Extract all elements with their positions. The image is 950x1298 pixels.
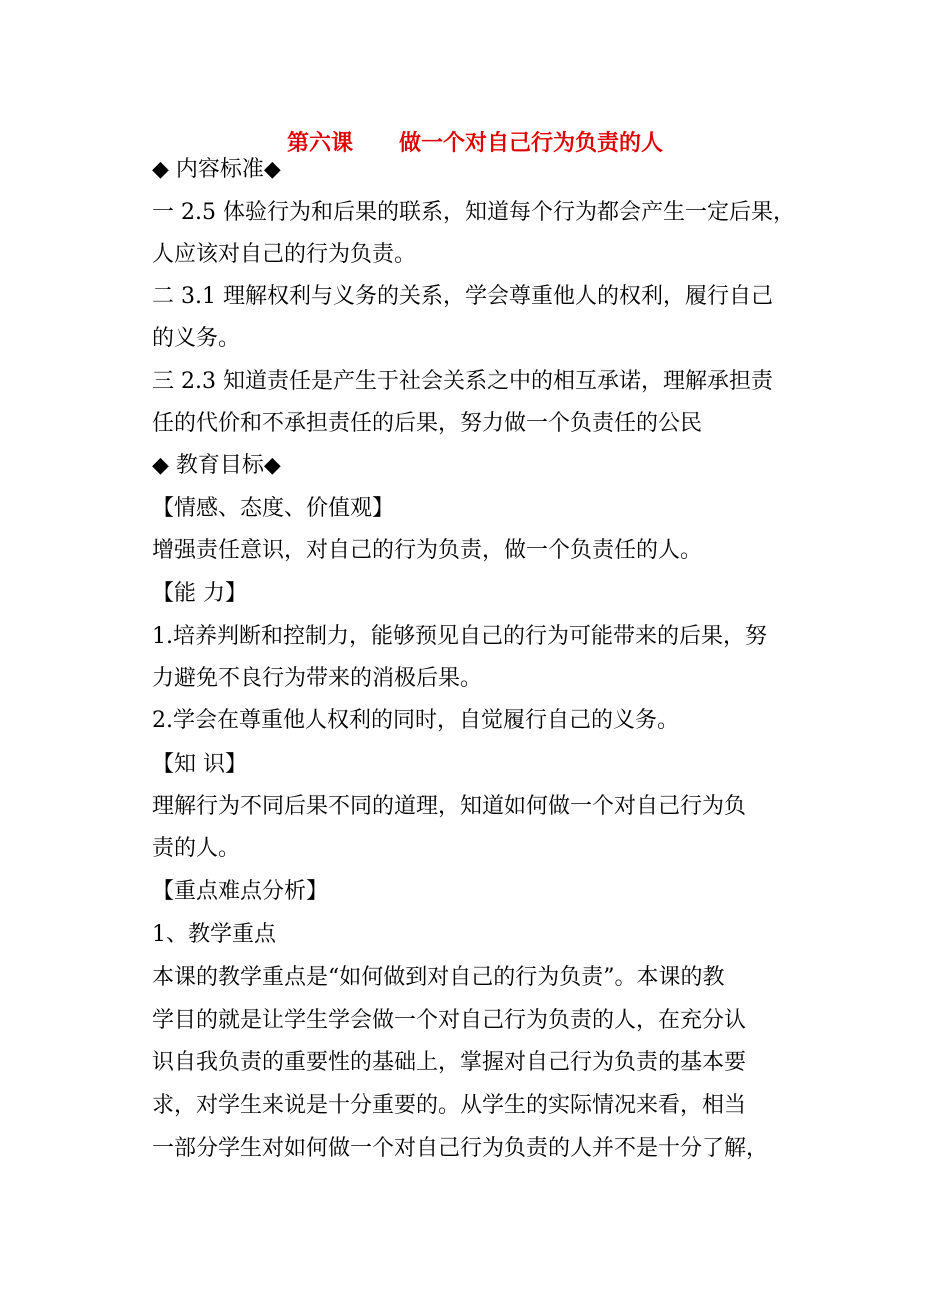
paragraph-line: 责的人。 [152, 836, 241, 861]
paragraph-line: 识自我负责的重要性的基础上，掌握对自己行为负责的基本要 [152, 1050, 747, 1075]
paragraph-line: 二 3.1 理解权利与义务的关系，学会尊重他人的权利，履行自己 [152, 284, 773, 309]
paragraph-line: 三 2.3 知道责任是产生于社会关系之中的相互承诺，理解承担责 [152, 369, 773, 394]
subheading-emotion-attitude-values: 【情感、态度、价值观】 [152, 496, 395, 521]
paragraph-line: 任的代价和不承担责任的后果，努力做一个负责任的公民 [152, 411, 703, 436]
paragraph-line: 一部分学生对如何做一个对自己行为负责的人并不是十分了解， [152, 1136, 769, 1161]
subheading-knowledge: 【知 识】 [152, 752, 247, 777]
paragraph-line: 学目的就是让学生学会做一个对自己行为负责的人，在充分认 [152, 1008, 747, 1033]
paragraph-line: 一 2.5 体验行为和后果的联系，知道每个行为都会产生一定后果， [152, 200, 795, 225]
paragraph-line: 1.培养判断和控制力，能够预见自己的行为可能带来的后果，努 [152, 624, 767, 649]
subheading-ability: 【能 力】 [152, 581, 247, 606]
subheading-teaching-focus: 1、教学重点 [152, 922, 276, 947]
document-title: 第六课 做一个对自己行为负责的人 [287, 130, 663, 156]
paragraph-line: 本课的教学重点是“如何做到对自己的行为负责”。本课的教 [152, 965, 725, 990]
section-heading-education-goals: ◆ 教育目标◆ [152, 453, 281, 478]
paragraph-line: 力避免不良行为带来的消极后果。 [152, 666, 483, 691]
section-heading-content-standard: ◆ 内容标准◆ [152, 157, 281, 182]
paragraph-line: 理解行为不同后果不同的道理，知道如何做一个对自己行为负 [152, 794, 747, 819]
paragraph-line: 求，对学生来说是十分重要的。从学生的实际情况来看，相当 [152, 1093, 747, 1118]
paragraph-line: 2.学会在尊重他人权利的同时，自觉履行自己的义务。 [152, 708, 679, 733]
paragraph-line: 人应该对自己的行为负责。 [152, 242, 417, 267]
subheading-key-difficulty-analysis: 【重点难点分析】 [152, 879, 329, 904]
paragraph-line: 的义务。 [152, 326, 241, 351]
paragraph-line: 增强责任意识，对自己的行为负责，做一个负责任的人。 [152, 538, 703, 563]
